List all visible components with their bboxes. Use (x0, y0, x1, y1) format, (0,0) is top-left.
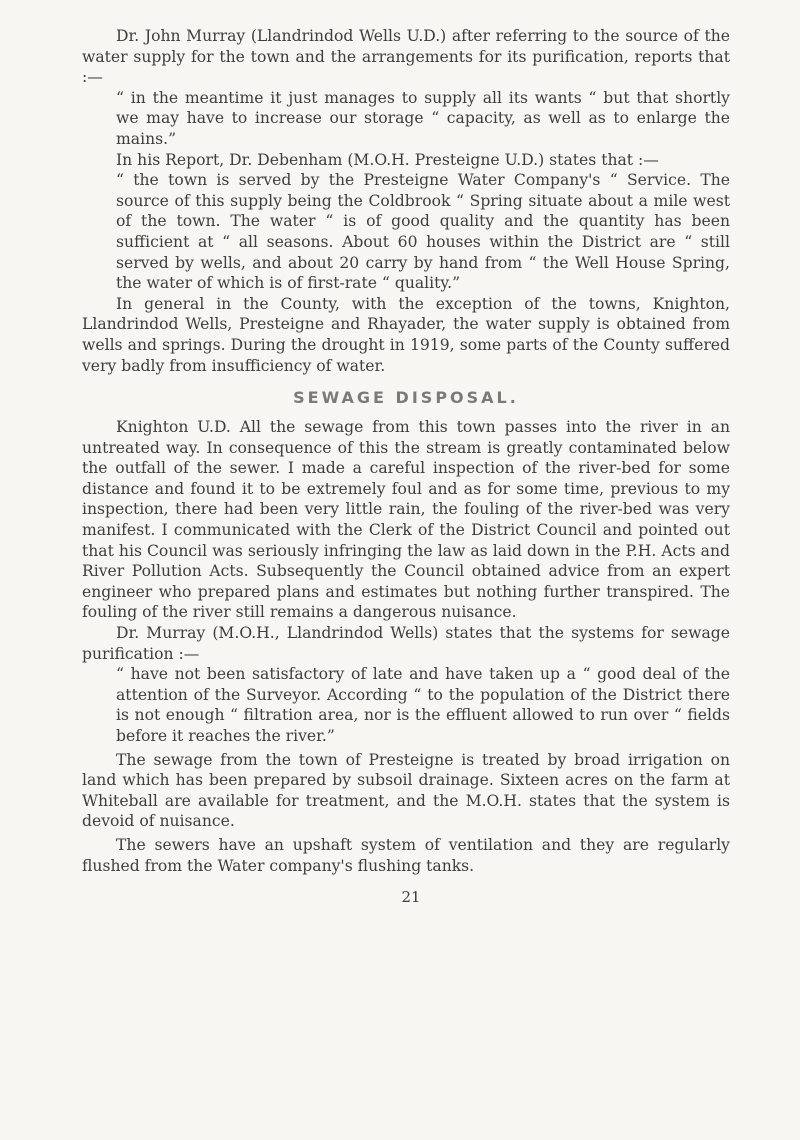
quote-murray-water: “ in the meantime it just manages to supply all its wants “ but that shortly we may have to increase our storage “ capacity, as well as to enlarge the mains.” (116, 88, 730, 148)
paragraph-sewers-ventilation: The sewers have an upshaft system of ventilation and they are regularly flushed from the Water company's flushing tanks. (82, 835, 730, 875)
paragraph-murray-water: Dr. John Murray (Llandrindod Wells U.D.) after referring to the source of the water supply for the town and the arrangements for its purification, reports that :— (82, 27, 730, 87)
body-text-bottom (82, 417, 730, 876)
paragraph-debenham: In his Report, Dr. Debenham (M.O.H. Presteigne U.D.) states that :— (116, 150, 659, 169)
paragraph-county-general: In general in the County, with the exception of the towns, Knighton, Llandrindod Wells, Presteigne and Rhayader, the water supply is obtained from wells and springs. During the drought in 1919, some parts of the County suffered very badly from insufficiency of water. (82, 294, 730, 375)
section-heading-sewage-disposal: SEWAGE DISPOSAL. (293, 388, 519, 408)
quote-murray-sewage: “ have not been satisfactory of late and have taken up a “ good deal of the attention of the Surveyor. According “ to the population of the District there is not enough “ filtration area, nor is the effluent allowed to run over “ fields before it reaches the river.” (116, 665, 730, 745)
page-number: 21 (401, 888, 421, 907)
body-text-top (82, 26, 730, 376)
paragraph-murray-sewage: Dr. Murray (M.O.H., Llandrindod Wells) states that the systems for sewage purification :— (82, 624, 730, 663)
paragraph-presteigne-sewage: The sewage from the town of Presteigne is treated by broad irrigation on land which has been prepared by subsoil drainage. Sixteen acres on the farm at Whiteball are available for treatment, and the M.O.H. states that the system is devoid of nuisance. (82, 750, 730, 831)
quote-debenham: “ the town is served by the Presteigne Water Company's “ Service. The source of this supply being the Coldbrook “ Spring situate about a mile west of the town. The water “ is of good quality and the quantity has been sufficient at “ all seasons. About 60 houses within the District are “ still served by wells, and about 20 carry by hand from “ the Well House Spring, the water of which is of first-rate “ quality.” (116, 171, 730, 293)
paragraph-knighton: Knighton U.D. All the sewage from this town passes into the river in an untreated way. In consequence of this the stream is greatly contaminated below the outfall of the sewer. I made a careful inspection of the river-bed for some distance and found it to be extremely foul and as for some time, previous to my inspection, there had been very little rain, the fouling of the river-bed was very manifest. I communicated with the Clerk of the District Council and pointed out that his Council was seriously infringing the law as laid down in the P.H. Acts and River Pollution Acts. Subsequently the Council obtained advice from an expert engineer who prepared plans and estimates but nothing further transpired. The fouling of the river still remains a dangerous nuisance. (82, 418, 730, 622)
